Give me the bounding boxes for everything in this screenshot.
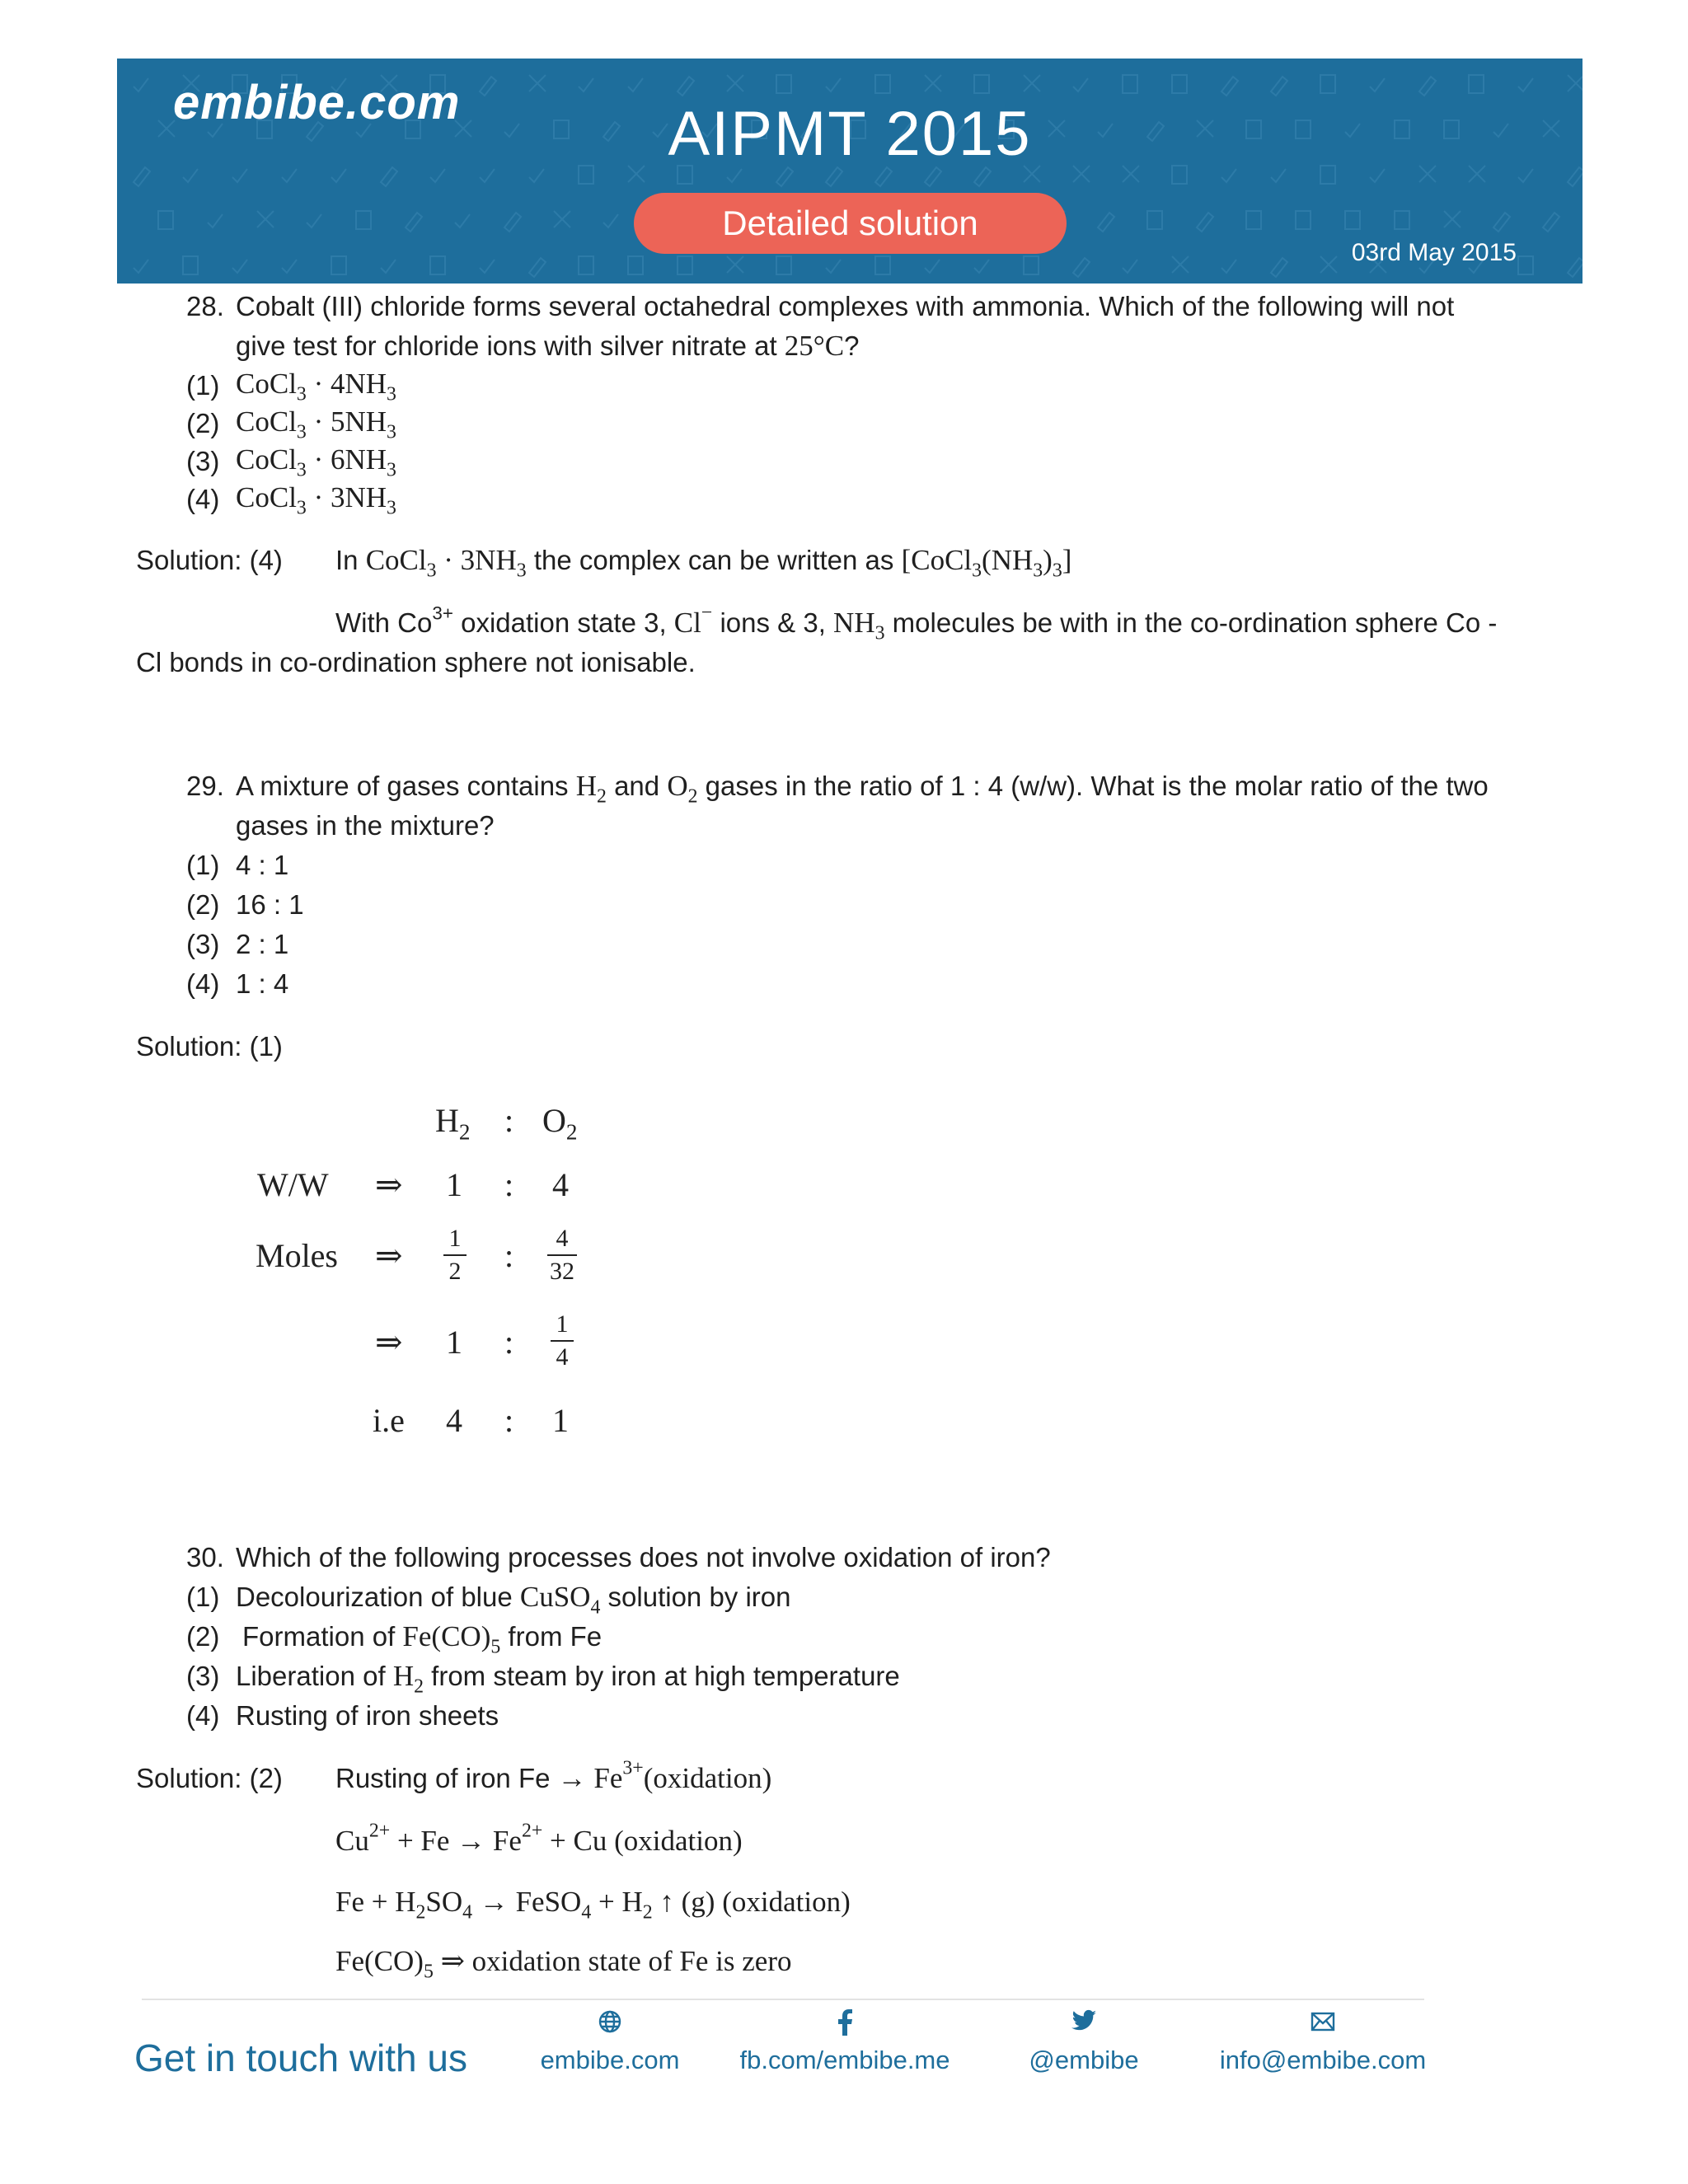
footer-facebook-link[interactable] — [729, 2009, 960, 2075]
banner-doodle — [529, 75, 546, 91]
banner-doodle — [1320, 256, 1337, 273]
banner-doodle — [875, 167, 892, 186]
banner-doodle — [826, 78, 841, 91]
option-text: Formation of $Fe(CO)_5$ from Fe — [242, 1620, 603, 1658]
option-text: CoCl$_3$ · $6NH_3$ — [236, 443, 396, 481]
option-number: (1) — [186, 1582, 220, 1612]
option-text: 2 : 1 — [236, 929, 289, 959]
banner-doodle — [776, 167, 793, 186]
moles-h2-fraction — [443, 1225, 467, 1286]
option-text: 1 : 4 — [236, 968, 289, 999]
ww-h2-value: 1 — [446, 1166, 462, 1203]
option-number: (1) — [186, 850, 220, 880]
banner-doodle — [1221, 169, 1236, 182]
banner-doodle — [1271, 169, 1286, 182]
mail-icon — [1203, 2009, 1442, 2042]
banner-doodle — [1320, 75, 1335, 93]
banner-doodle — [727, 169, 742, 182]
numerator: 1 — [556, 1310, 569, 1338]
banner-doodle — [1246, 211, 1261, 229]
banner-doodle — [1419, 77, 1436, 96]
banner-doodle — [1073, 78, 1088, 91]
banner-doodle — [1172, 256, 1189, 273]
banner-doodle — [134, 260, 148, 273]
banner-doodle — [826, 167, 842, 186]
solution-text: With $Co^{3+}$ oxidation state 3, Cl− ions & 3, $NH_3$ molecules be with in the co-ordination sphere Co - — [335, 602, 1498, 644]
option-number: (3) — [186, 929, 220, 959]
denominator: 2 — [448, 1258, 462, 1285]
banner-doodle — [727, 256, 743, 273]
banner-doodle — [455, 214, 470, 227]
question-text: give test for chloride ions with silver nitrate at 25°C? — [236, 330, 860, 362]
banner-doodle — [183, 256, 198, 274]
footer-email-link[interactable] — [1203, 2009, 1442, 2075]
banner-doodle — [529, 258, 546, 277]
banner-doodle — [1197, 213, 1213, 232]
banner-doodle — [974, 75, 989, 93]
question-number: 30. — [186, 1542, 224, 1572]
banner-doodle — [208, 214, 223, 227]
option-number: (2) — [186, 889, 220, 920]
banner-doodle — [628, 78, 643, 91]
banner-doodle — [1147, 211, 1162, 229]
option-number: (4) — [186, 1700, 220, 1731]
banner-doodle — [1271, 77, 1287, 96]
solution-text: Cl bonds in co-ordination sphere not ionisable. — [136, 647, 696, 677]
option-text: Decolourization of blue CuSO$_4$ solution by iron — [236, 1581, 791, 1619]
final-o2-value: 1 — [552, 1402, 569, 1439]
footer-email-label: info@embibe.com — [1219, 2046, 1427, 2074]
banner-doodle — [1568, 258, 1582, 277]
banner-doodle — [480, 77, 496, 96]
banner-doodle — [1296, 211, 1311, 229]
option-text: Liberation of $H_2$ from steam by iron at high temperature — [236, 1660, 900, 1698]
banner-doodle — [282, 260, 297, 273]
banner-doodle — [1518, 256, 1533, 274]
banner-doodle — [430, 256, 445, 274]
option-text: 4 : 1 — [236, 850, 289, 880]
option-text: 16 : 1 — [236, 889, 304, 920]
banner-doodle — [1123, 75, 1137, 93]
solution-text: Rusting of iron $Fe \to Fe^{3+}(oxidation)$ — [335, 1757, 772, 1794]
header-banner — [117, 59, 1582, 284]
banner-doodle — [331, 169, 346, 182]
banner-doodle — [727, 75, 743, 91]
solution-text: In CoCl$_3$ · $3NH_3$ the complex can be written as $[CoCl_3(NH_3)_3]$ — [335, 544, 1072, 582]
banner-doodle — [776, 256, 791, 274]
banner-doodle — [430, 169, 445, 182]
banner-doodle — [628, 256, 643, 274]
banner-doodle — [579, 256, 593, 274]
solution-label: Solution: (1) — [136, 1031, 283, 1062]
footer-twitter-label: @embibe — [1029, 2046, 1139, 2074]
ratio-h2-value: 1 — [446, 1324, 462, 1361]
question-text: gases in the mixture? — [236, 810, 495, 841]
table-colon: : — [504, 1324, 514, 1361]
banner-doodle — [925, 167, 941, 186]
banner-doodle — [1543, 213, 1559, 232]
banner-doodle — [183, 169, 198, 182]
banner-doodle — [1493, 213, 1510, 232]
banner-doodle — [1172, 75, 1187, 93]
banner-doodle — [1444, 211, 1461, 227]
banner-doodle — [232, 260, 247, 273]
banner-doodle — [307, 214, 321, 227]
banner-doodle — [1024, 256, 1039, 274]
banner-doodle — [1123, 260, 1137, 273]
banner-doodle — [1221, 260, 1236, 273]
banner-doodle — [554, 211, 570, 227]
question-number: 28. — [186, 291, 224, 321]
solution-label: Solution: (4) — [136, 545, 283, 575]
exam-title: AIPMT 2015 — [668, 99, 1032, 169]
globe-icon — [528, 2009, 692, 2042]
banner-doodle — [678, 256, 692, 274]
banner-doodle — [257, 211, 274, 227]
footer-website-link[interactable] — [528, 2009, 692, 2075]
numerator: 4 — [556, 1225, 569, 1252]
banner-doodle — [925, 260, 940, 273]
banner-doodle — [875, 75, 890, 93]
brand-logo: embibe.com — [173, 76, 461, 129]
banner-doodle — [480, 169, 495, 182]
banner-doodle — [406, 213, 422, 232]
option-number: (4) — [186, 968, 220, 999]
banner-doodle — [1518, 169, 1533, 182]
banner-doodle — [356, 211, 371, 229]
solution-text: $Cu^{2+} + Fe \to Fe^{2+} + Cu$ (oxidation) — [335, 1820, 743, 1857]
banner-doodle — [776, 75, 791, 93]
get-in-touch-heading: Get in touch with us — [134, 2036, 467, 2079]
final-h2-value: 4 — [446, 1402, 462, 1439]
banner-doodle — [1271, 258, 1287, 277]
option-number: (4) — [186, 484, 220, 514]
table-colon: : — [504, 1166, 514, 1203]
denominator: 32 — [550, 1258, 574, 1285]
banner-doodle — [1221, 77, 1238, 96]
detailed-solution-badge: Detailed solution — [634, 193, 1067, 254]
facebook-icon — [729, 2009, 960, 2042]
solution-text: $Fe + H_2SO_4$ → FeSO$_4$ + $H_2$ ↑ (g) (oxidation) — [335, 1886, 851, 1924]
table-header-h2: $H_2$ — [435, 1102, 471, 1145]
question-text: A mixture of gases contains $H_2$ and $O_2$ gases in the ratio of 1 : 4 (w/w). What is the molar ratio of the two — [236, 770, 1489, 808]
banner-doodle — [678, 77, 694, 96]
solution-text: $Fe(CO)_5$ ⇒ oxidation state of Fe is zero — [335, 1945, 792, 1983]
banner-doodle — [1370, 169, 1385, 182]
banner-doodle — [1395, 211, 1409, 229]
option-text: CoCl$_3$ · $4NH_3$ — [236, 368, 396, 405]
banner-doodle — [1370, 78, 1385, 91]
option-number: (2) — [186, 408, 220, 438]
banner-doodle — [925, 75, 941, 91]
table-colon: : — [504, 1102, 514, 1139]
option-number: (3) — [186, 446, 220, 476]
ww-o2-value: 4 — [552, 1166, 569, 1203]
banner-doodle — [1568, 75, 1582, 91]
question-text: Which of the following processes does not involve oxidation of iron? — [236, 1542, 1051, 1572]
banner-doodle — [974, 260, 989, 273]
banner-doodle — [603, 214, 618, 227]
option-number: (1) — [186, 370, 220, 401]
banner-doodle — [158, 211, 173, 229]
banner-doodle — [1469, 75, 1484, 93]
banner-doodle — [1073, 258, 1090, 277]
question-text: Cobalt (III) chloride forms several octahedral complexes with ammonia. Which of the following will not — [236, 291, 1455, 321]
footer-website-label: embibe.com — [540, 2046, 680, 2074]
option-text: Rusting of iron sheets — [236, 1700, 499, 1731]
banner-doodle — [134, 78, 148, 91]
banner-doodle — [504, 213, 521, 232]
banner-doodle — [331, 256, 346, 274]
banner-doodle — [232, 169, 247, 182]
banner-doodle — [1024, 75, 1040, 91]
implies-arrow: ⇒ — [375, 1237, 403, 1274]
row-label-ww: W/W — [257, 1166, 329, 1203]
twitter-icon — [1014, 2009, 1154, 2042]
banner-doodle — [381, 260, 396, 273]
numerator: 1 — [448, 1225, 462, 1252]
option-text: CoCl$_3$ · $3NH_3$ — [236, 481, 396, 519]
exam-date: 03rd May 2015 — [1351, 239, 1517, 266]
denominator: 4 — [556, 1343, 569, 1371]
table-colon: : — [504, 1402, 514, 1439]
option-number: (2) — [186, 1621, 220, 1652]
banner-doodle — [1568, 167, 1582, 186]
question-number: 29. — [186, 771, 224, 801]
footer-facebook-label: fb.com/embibe.me — [739, 2046, 950, 2074]
solution-label: Solution: (2) — [136, 1763, 283, 1793]
banner-doodle — [579, 78, 593, 91]
banner-doodle — [529, 169, 544, 182]
row-label-moles: Moles — [256, 1237, 338, 1274]
banner-doodle — [1098, 213, 1114, 232]
moles-o2-fraction — [547, 1225, 577, 1286]
implies-arrow: ⇒ — [375, 1166, 403, 1203]
banner-doodle — [1518, 78, 1533, 91]
banner-doodle — [875, 256, 890, 274]
banner-doodle — [1345, 211, 1360, 229]
table-colon: : — [504, 1237, 514, 1274]
banner-doodle — [826, 260, 841, 273]
banner-doodle — [282, 169, 297, 182]
footer-twitter-link[interactable] — [1014, 2009, 1154, 2075]
option-number: (3) — [186, 1661, 220, 1691]
ratio-o2-fraction — [551, 1310, 574, 1371]
banner-doodle — [480, 260, 495, 273]
implies-arrow: ⇒ — [375, 1324, 403, 1361]
banner-doodle — [134, 167, 150, 186]
banner-doodle — [974, 167, 991, 186]
footer-divider — [142, 1999, 1424, 2000]
banner-doodle — [381, 167, 397, 186]
row-label-ie: i.e — [373, 1402, 405, 1439]
option-text: CoCl$_3$ · $5NH_3$ — [236, 405, 396, 443]
table-header-o2: $O_2$ — [542, 1102, 578, 1145]
